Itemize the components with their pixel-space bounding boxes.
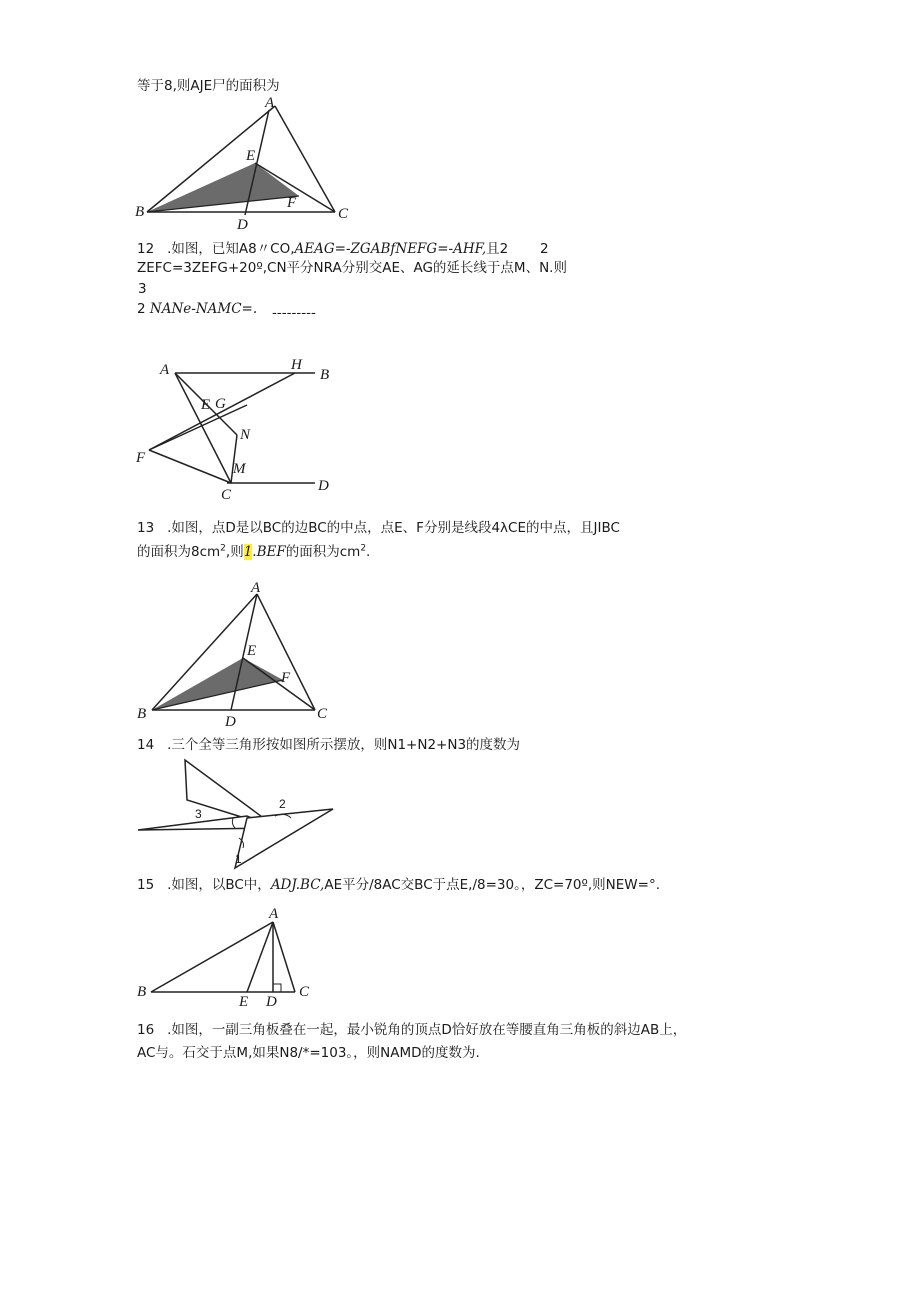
q12-fraction-top: 3 xyxy=(138,281,147,297)
highlight-mark: 1 xyxy=(243,544,253,560)
figure-12 xyxy=(135,355,355,503)
fig12-label-c: C xyxy=(221,487,232,503)
figure-11 xyxy=(135,95,375,233)
q15-line-1: 15 .如图，以BC中，ADJ.BC,AE平分/8AC交BC于点E,/8=30。，ZC=70º,则NEW=°. xyxy=(137,877,660,893)
fig14-label-2: 2 xyxy=(279,797,286,811)
fig15-label-c: C xyxy=(299,984,310,1000)
fig12-label-e: E xyxy=(201,397,211,413)
fig15-label-a: A xyxy=(269,906,279,922)
q14-line-1: 14 .三个全等三角形按如图所示摆放，则N1+N2+N3的度数为 xyxy=(137,737,521,753)
fig15-label-e: E xyxy=(239,994,249,1010)
fig13-label-d: D xyxy=(225,714,236,730)
fig13-label-b: B xyxy=(137,706,147,722)
fig12-label-g: G xyxy=(215,396,226,412)
fig13-label-c: C xyxy=(317,706,328,722)
fig12-label-a: A xyxy=(160,362,170,378)
fig13-label-e: E xyxy=(247,643,257,659)
fig12-label-n: N xyxy=(240,427,251,443)
fig13-label-a: A xyxy=(251,580,261,596)
q13-line-2: 的面积为$8cm^2$,则1.BEF的面积为$cm^2$. xyxy=(137,543,371,560)
fig11-label-c: C xyxy=(338,206,349,222)
fig11-label-f: F xyxy=(287,195,297,211)
q11-text: 等于8,则AJE尸的面积为 xyxy=(137,78,280,94)
q16-line-2: AC与。石交于点M,如果N8/*=103。，则NAMD的度数为. xyxy=(137,1045,480,1061)
fig12-label-d: D xyxy=(318,478,329,494)
fig12-label-b: B xyxy=(320,367,330,383)
q13-line-1: 13 .如图，点D是以BC的边BC的中点，点E、F分别是线段4λCE的中点，且JIBC xyxy=(137,520,620,536)
fig13-label-f: F xyxy=(281,670,291,686)
fig11-label-a: A xyxy=(265,95,275,111)
q12-line-1: 12 .如图，已知A8〃CO,AEAG=-ZGABfNEFG=-AHF,且2 xyxy=(137,241,509,257)
fig14-label-1: 1 xyxy=(235,852,242,866)
figure-15 xyxy=(135,906,335,1010)
q12-line-2: ZEFC=3ZEFG+20º,CN平分NRA分别交AE、AG的延长线于点M、N.则 xyxy=(137,260,567,276)
q16-line-1: 16 .如图，一副三角板叠在一起，最小锐角的顶点D恰好放在等腰直角三角板的斜边AB上， xyxy=(137,1022,687,1038)
q12-superscript: 2 xyxy=(540,241,549,257)
fig12-label-m: M xyxy=(233,461,246,477)
fig12-label-h: H xyxy=(291,357,302,373)
fig14-label-3: 3 xyxy=(195,807,202,821)
fig11-label-b: B xyxy=(135,204,145,220)
fig11-label-e: E xyxy=(246,148,256,164)
q12-answer-blank: --------- xyxy=(272,305,316,321)
q12-line-3: 2 NANe-NAMC=. xyxy=(137,301,258,317)
fig15-label-d: D xyxy=(266,994,277,1010)
figure-14 xyxy=(135,758,355,873)
fig15-label-b: B xyxy=(137,984,147,1000)
fig12-label-f: F xyxy=(136,450,146,466)
fig11-label-d: D xyxy=(237,217,248,233)
figure-13 xyxy=(135,582,365,732)
